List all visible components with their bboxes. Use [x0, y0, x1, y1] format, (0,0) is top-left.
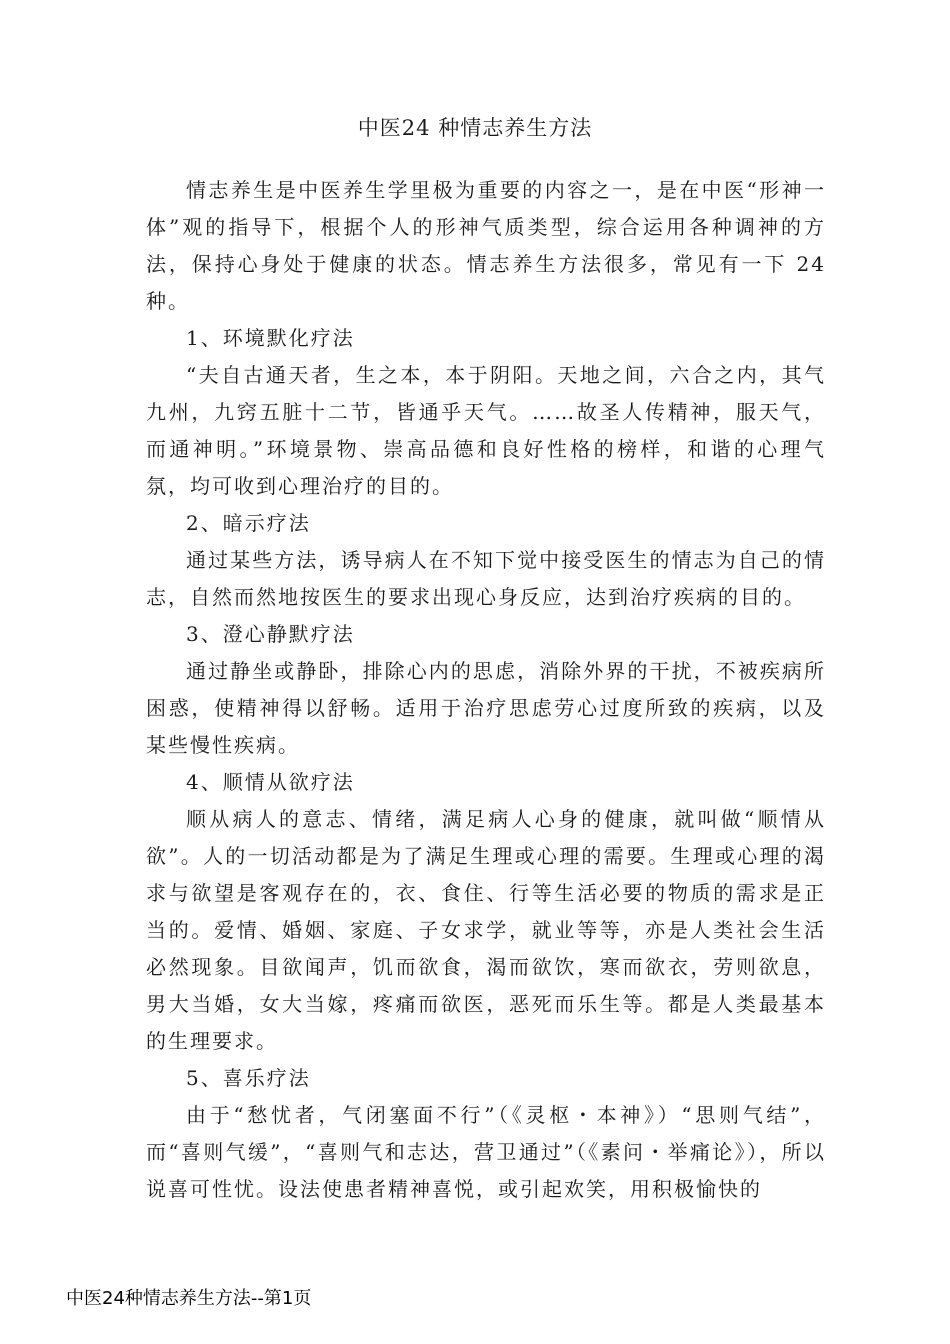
section-paragraph-5: 由于“愁忧者，气闭塞面不行”（《灵枢・本神》）“思则气结”，而“喜则气缓”，“喜则气和志达，营卫通过”（《素问・举痛论》），所以说喜可性忧。设法使患者精神喜悦，或引起欢笑，用积极愉快的: [146, 1103, 826, 1201]
section-heading-2: 2、暗示疗法: [186, 511, 311, 535]
page-footer: 中医24种情志养生方法--第1页: [66, 1288, 312, 1309]
section-paragraph-1: “夫自古通天者，生之本，本于阴阳。天地之间，六合之内，其气九州，九窍五脏十二节，皆通乎天气。……故圣人传精神，服天气，而通神明。”环境景物、崇高品德和良好性格的榜样，和谐的心理气氛，均可收到心理治疗的目的。: [146, 363, 826, 498]
section-paragraph-4: 顺从病人的意志、情绪，满足病人心身的健康，就叫做“顺情从欲”。人的一切活动都是为了满足生理或心理的需要。生理或心理的渴求与欲望是客观存在的，衣、食住、行等生活必要的物质的需求是正当的。爱情、婚姻、家庭、子女求学，就业等等，亦是人类社会生活必然现象。目欲闻声，饥而欲食，渴而欲饮，寒而欲衣，劳则欲息，男大当婚，女大当嫁，疼痛而欲医，恶死而乐生等。都是人类最基本的生理要求。: [146, 807, 826, 1053]
intro-paragraph: 情志养生是中医养生学里极为重要的内容之一，是在中医“形神一体”观的指导下，根据个人的形神气质类型，综合运用各种调神的方法，保持心身处于健康的状态。情志养生方法很多，常见有一下 24 种。: [146, 178, 826, 313]
section-heading-1: 1、环境默化疗法: [186, 326, 355, 350]
section-heading-5: 5、喜乐疗法: [186, 1066, 311, 1090]
section-paragraph-2: 通过某些方法，诱导病人在不知下觉中接受医生的情志为自己的情志，自然而然地按医生的要求出现心身反应，达到治疗疾病的目的。: [146, 548, 826, 609]
section-heading-3: 3、澄心静默疗法: [186, 622, 355, 646]
section-paragraph-3: 通过静坐或静卧，排除心内的思虑，消除外界的干扰，不被疾病所困惑，使精神得以舒畅。适用于治疗思虑劳心过度所致的疾病，以及某些慢性疾病。: [146, 659, 826, 757]
section-heading-4: 4、顺情从欲疗法: [186, 770, 355, 794]
document-title: 中医24 种情志养生方法: [357, 116, 593, 140]
document-body: [146, 172, 826, 1208]
